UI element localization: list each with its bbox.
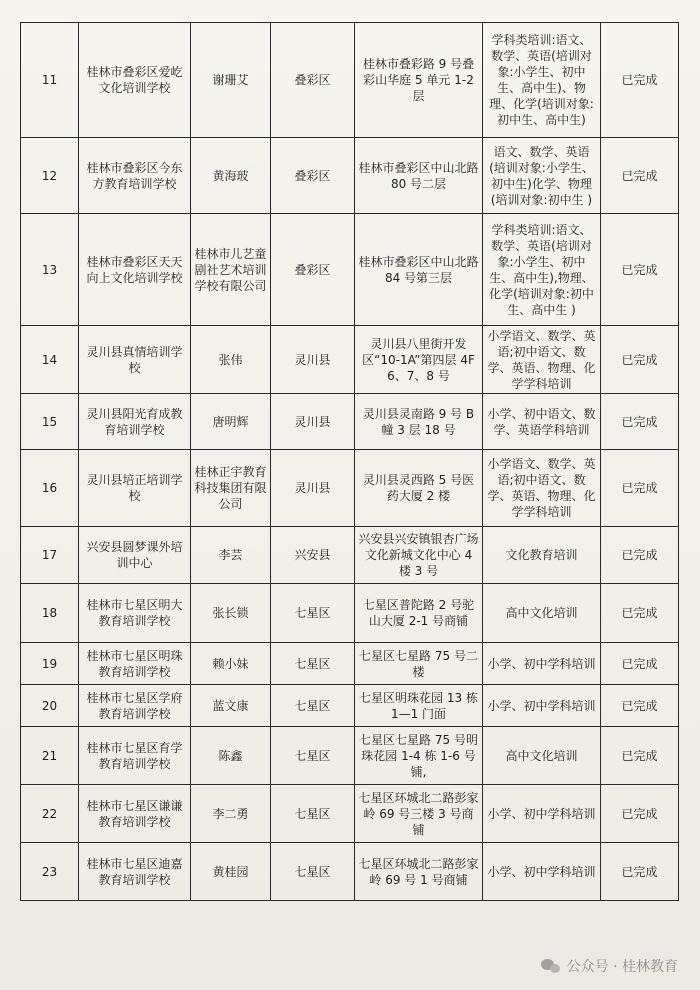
status-cell: 已完成 xyxy=(601,450,679,527)
training-scope-cell: 学科类培训:语文、数学、英语(培训对象:小学生、初中生、高中生),物理、化学(培训对象:初中生、高中生 ) xyxy=(483,214,601,326)
district-cell: 叠彩区 xyxy=(271,138,355,214)
wechat-icon xyxy=(541,958,561,974)
table-row xyxy=(21,326,679,394)
watermark xyxy=(541,956,678,976)
status-cell: 已完成 xyxy=(601,685,679,727)
address-cell: 七星区明珠花园 13 栋 1—1 门面 xyxy=(355,685,483,727)
status-cell: 已完成 xyxy=(601,527,679,584)
status-cell: 已完成 xyxy=(601,727,679,785)
status-cell: 已完成 xyxy=(601,138,679,214)
school-name-cell: 桂林市叠彩区天天向上文化培训学校 xyxy=(79,214,191,326)
legal-representative-cell: 桂林正宇教育科技集团有限公司 xyxy=(191,450,271,527)
table-row xyxy=(21,584,679,643)
row-number-cell: 14 xyxy=(21,326,79,394)
table-row xyxy=(21,685,679,727)
school-name-cell: 桂林市七星区育学教育培训学校 xyxy=(79,727,191,785)
row-number-cell: 19 xyxy=(21,643,79,685)
row-number-cell: 17 xyxy=(21,527,79,584)
district-cell: 灵川县 xyxy=(271,326,355,394)
address-cell: 七星区七星路 75 号二楼 xyxy=(355,643,483,685)
district-cell: 七星区 xyxy=(271,785,355,843)
district-cell: 七星区 xyxy=(271,727,355,785)
address-cell: 桂林市叠彩区中山北路 84 号第三层 xyxy=(355,214,483,326)
address-cell: 七星区普陀路 2 号驼山大厦 2-1 号商铺 xyxy=(355,584,483,643)
training-scope-cell: 小学语文、数学、英语;初中语文、数学、英语、物理、化学学科培训 xyxy=(483,326,601,394)
row-number-cell: 15 xyxy=(21,394,79,450)
school-name-cell: 桂林市七星区学府教育培训学校 xyxy=(79,685,191,727)
watermark-text: 公众号 · 桂林教育 xyxy=(566,959,678,975)
table-row xyxy=(21,138,679,214)
school-records-table xyxy=(20,22,679,901)
row-number-cell: 21 xyxy=(21,727,79,785)
district-cell: 七星区 xyxy=(271,584,355,643)
training-scope-cell: 小学、初中学科培训 xyxy=(483,785,601,843)
row-number-cell: 16 xyxy=(21,450,79,527)
legal-representative-cell: 陈鑫 xyxy=(191,727,271,785)
row-number-cell: 11 xyxy=(21,23,79,138)
status-cell: 已完成 xyxy=(601,326,679,394)
school-name-cell: 灵川县阳光育成教育培训学校 xyxy=(79,394,191,450)
school-name-cell: 桂林市七星区迪嘉教育培训学校 xyxy=(79,843,191,901)
address-cell: 桂林市叠彩路 9 号叠彩山华庭 5 单元 1-2 层 xyxy=(355,23,483,138)
address-cell: 灵川县八里街开发区“10-1A”第四层 4F6、7、8 号 xyxy=(355,326,483,394)
district-cell: 兴安县 xyxy=(271,527,355,584)
row-number-cell: 12 xyxy=(21,138,79,214)
district-cell: 灵川县 xyxy=(271,394,355,450)
legal-representative-cell: 赖小妹 xyxy=(191,643,271,685)
training-scope-cell: 语文、数学、英语(培训对象:小学生、初中生)化学、物理(培训对象:初中生 ) xyxy=(483,138,601,214)
status-cell: 已完成 xyxy=(601,23,679,138)
legal-representative-cell: 黄桂园 xyxy=(191,843,271,901)
school-name-cell: 桂林市七星区明珠教育培训学校 xyxy=(79,643,191,685)
training-scope-cell: 小学、初中学科培训 xyxy=(483,843,601,901)
table-row xyxy=(21,214,679,326)
legal-representative-cell: 蓝文康 xyxy=(191,685,271,727)
school-name-cell: 桂林市七星区明大教育培训学校 xyxy=(79,584,191,643)
district-cell: 叠彩区 xyxy=(271,214,355,326)
table-row xyxy=(21,450,679,527)
legal-representative-cell: 桂林市儿艺童剧社艺术培训学校有限公司 xyxy=(191,214,271,326)
address-cell: 灵川县灵西路 5 号医药大厦 2 楼 xyxy=(355,450,483,527)
address-cell: 七星区环城北二路彭家岭 69 号 1 号商铺 xyxy=(355,843,483,901)
school-name-cell: 灵川县培正培训学校 xyxy=(79,450,191,527)
status-cell: 已完成 xyxy=(601,643,679,685)
table-row xyxy=(21,527,679,584)
training-scope-cell: 学科类培训:语文、数学、英语(培训对象:小学生、初中生、高中生)、物理、化学(培训对象:初中生、高中生) xyxy=(483,23,601,138)
table-row xyxy=(21,843,679,901)
row-number-cell: 22 xyxy=(21,785,79,843)
school-name-cell: 兴安县圆梦课外培训中心 xyxy=(79,527,191,584)
district-cell: 七星区 xyxy=(271,843,355,901)
district-cell: 叠彩区 xyxy=(271,23,355,138)
training-scope-cell: 高中文化培训 xyxy=(483,584,601,643)
legal-representative-cell: 李二勇 xyxy=(191,785,271,843)
table-row xyxy=(21,643,679,685)
legal-representative-cell: 谢珊艾 xyxy=(191,23,271,138)
row-number-cell: 13 xyxy=(21,214,79,326)
training-scope-cell: 小学、初中学科培训 xyxy=(483,685,601,727)
row-number-cell: 20 xyxy=(21,685,79,727)
school-name-cell: 桂林市七星区谦谦教育培训学校 xyxy=(79,785,191,843)
training-scope-cell: 小学语文、数学、英语;初中语文、数学、英语、物理、化学学科培训 xyxy=(483,450,601,527)
legal-representative-cell: 唐明辉 xyxy=(191,394,271,450)
table-row xyxy=(21,785,679,843)
school-name-cell: 桂林市叠彩区爱屹文化培训学校 xyxy=(79,23,191,138)
table-row xyxy=(21,23,679,138)
training-scope-cell: 文化教育培训 xyxy=(483,527,601,584)
legal-representative-cell: 张长锁 xyxy=(191,584,271,643)
training-scope-cell: 小学、初中学科培训 xyxy=(483,643,601,685)
district-cell: 七星区 xyxy=(271,643,355,685)
address-cell: 桂林市叠彩区中山北路 80 号二层 xyxy=(355,138,483,214)
status-cell: 已完成 xyxy=(601,214,679,326)
status-cell: 已完成 xyxy=(601,394,679,450)
legal-representative-cell: 李芸 xyxy=(191,527,271,584)
address-cell: 七星区环城北二路彭家岭 69 号三楼 3 号商铺 xyxy=(355,785,483,843)
table-body xyxy=(21,23,679,901)
school-name-cell: 灵川县真情培训学校 xyxy=(79,326,191,394)
status-cell: 已完成 xyxy=(601,785,679,843)
address-cell: 灵川县灵南路 9 号 B 幢 3 层 18 号 xyxy=(355,394,483,450)
table-row xyxy=(21,394,679,450)
legal-representative-cell: 黄海玻 xyxy=(191,138,271,214)
school-name-cell: 桂林市叠彩区今东方教育培训学校 xyxy=(79,138,191,214)
address-cell: 七星区七星路 75 号明珠花园 1-4 栋 1-6 号铺, xyxy=(355,727,483,785)
row-number-cell: 23 xyxy=(21,843,79,901)
address-cell: 兴安县兴安镇银杏广场文化新城文化中心 4 楼 3 号 xyxy=(355,527,483,584)
district-cell: 七星区 xyxy=(271,685,355,727)
district-cell: 灵川县 xyxy=(271,450,355,527)
training-scope-cell: 小学、初中语文、数学、英语学科培训 xyxy=(483,394,601,450)
table-row xyxy=(21,727,679,785)
status-cell: 已完成 xyxy=(601,584,679,643)
legal-representative-cell: 张伟 xyxy=(191,326,271,394)
training-scope-cell: 高中文化培训 xyxy=(483,727,601,785)
status-cell: 已完成 xyxy=(601,843,679,901)
row-number-cell: 18 xyxy=(21,584,79,643)
